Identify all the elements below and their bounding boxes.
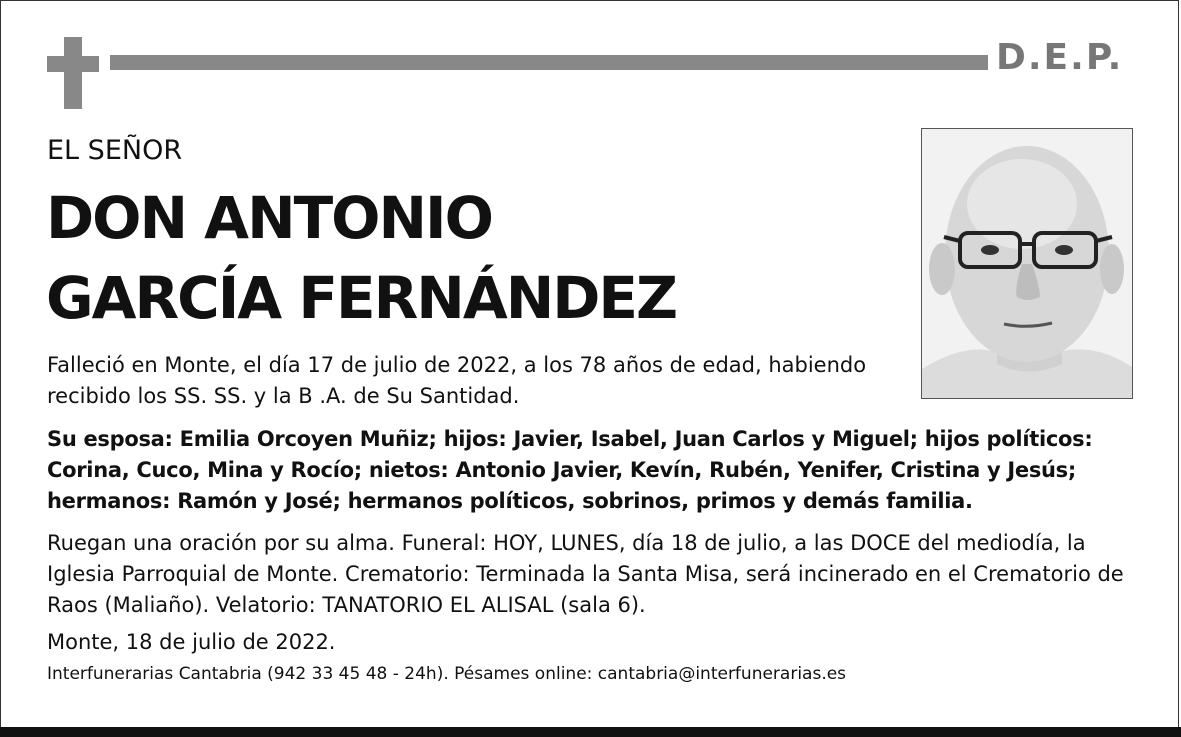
portrait-image — [922, 129, 1132, 398]
bottom-border — [0, 727, 1181, 737]
header-rule — [110, 55, 988, 70]
deceased-portrait — [921, 128, 1133, 399]
place-and-date: Monte, 18 de julio de 2022. — [47, 630, 336, 654]
family-list: Su esposa: Emilia Orcoyen Muñiz; hijos: Javier, Isabel, Juan Carlos y Miguel; hijos políticos: Corina, Cuco, Mina y Rocío; nietos: Antonio Javier, Kevín, Rubén, Yenifer, Cristina y Jesús; hermanos: Ramón y José; hermanos políticos, sobrinos, primos y demás familia. — [47, 427, 1093, 513]
honorific-label: EL SEÑOR — [47, 135, 183, 166]
cross-icon — [47, 37, 99, 109]
deceased-name-line1: DON ANTONIO — [46, 184, 492, 252]
funeral-details: Ruegan una oración por su alma. Funeral: HOY, LUNES, día 18 de julio, a las DOCE del mediodía, la Iglesia Parroquial de Monte. Crematorio: Terminada la Santa Misa, será incinerado en el Crematorio de Raos (Maliaño). Velatorio: TANATORIO EL ALISAL (sala 6). — [47, 531, 1124, 617]
death-notice: Falleció en Monte, el día 17 de julio de 2022, a los 78 años de edad, habiendo recibido los SS. SS. y la B .A. de Su Santidad. — [47, 353, 867, 408]
funeral-home-footer: Interfunerarias Cantabria (942 33 45 48 - 24h). Pésames online: cantabria@interfunerarias.es — [47, 664, 847, 684]
dep-heading: D.E.P. — [996, 37, 1124, 78]
deceased-name-line2: GARCÍA FERNÁNDEZ — [46, 264, 677, 332]
